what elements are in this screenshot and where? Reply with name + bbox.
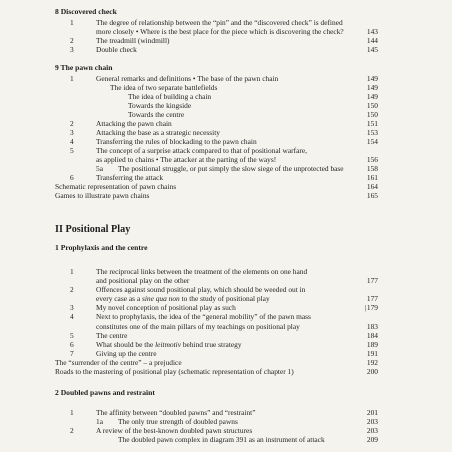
page-number: 203 (366, 417, 378, 426)
entry-text: behind true strategy (181, 340, 242, 349)
section-title-pawn-chain: 9 The pawn chain (55, 63, 113, 72)
page-number: 201 (366, 408, 378, 417)
entry-number: 1 (70, 408, 74, 417)
entry-number: 7 (70, 349, 74, 358)
page-number: 165 (366, 191, 378, 200)
chapter-title-doubled-pawns: 2 Doubled pawns and restraint (55, 388, 155, 397)
entry-title: The doubled pawn complex in diagram 391 as an instrument of attack (118, 435, 325, 444)
page-number: 192 (366, 358, 378, 367)
page-number: 183 (366, 322, 378, 331)
entry-title: The only true strength of doubled pawns (118, 417, 238, 426)
entry-title: Schematic representation of pawn chains (55, 182, 177, 191)
entry-number: 5a (96, 164, 103, 173)
entry-title: Attacking the pawn chain (96, 119, 172, 128)
entry-title: The concept of a surprise attack compared to that of positional warfare, (96, 146, 307, 155)
toc-entry (0, 191, 452, 201)
entry-number: 1 (70, 18, 74, 27)
page-number: 158 (366, 164, 378, 173)
entry-number: 2 (70, 119, 74, 128)
entry-number: 1 (70, 74, 74, 83)
entry-number: 6 (70, 173, 74, 182)
entry-title: Giving up the centre (96, 349, 157, 358)
page-number: 189 (366, 340, 378, 349)
latin-phrase: sine qua non (141, 294, 180, 303)
entry-number: 3 (70, 303, 74, 312)
entry-number: 2 (70, 36, 74, 45)
entry-title: A review of the best-known doubled pawn structures (96, 426, 253, 435)
entry-number: 5 (70, 146, 74, 155)
entry-number: 2 (70, 285, 74, 294)
entry-title: The degree of relationship between the “pin” and the “discovered check” is defined (96, 18, 343, 27)
entry-number: 3 (70, 45, 74, 54)
entry-title: Double check (96, 45, 137, 54)
entry-title: Offences against sound positional play, which should be weeded out in (96, 285, 306, 294)
toc-entry (0, 45, 452, 55)
page-number: 161 (366, 173, 378, 182)
entry-title: more closely • Where is the best place for the piece which is discovering the check? (96, 27, 344, 36)
chapter-title-prophylaxis: 1 Prophylaxis and the centre (55, 243, 148, 252)
entry-number: 1a (96, 417, 103, 426)
entry-title: Attacking the base as a strategic necessity (96, 128, 220, 137)
page-number: 149 (366, 83, 378, 92)
entry-title: The reciprocal links between the treatment of the elements on one hand (96, 267, 308, 276)
entry-title: The positional struggle, or put simply the slow siege of the unprotected base (118, 164, 344, 173)
toc-entry (0, 312, 452, 322)
entry-title: Towards the centre (128, 110, 185, 119)
page-number: 151 (366, 119, 378, 128)
entry-title: The idea of two separate battlefields (110, 83, 218, 92)
page-number: 156 (366, 155, 378, 164)
page-number: 177 (366, 294, 378, 303)
part-title: II Positional Play (55, 224, 131, 235)
page-number: 203 (366, 426, 378, 435)
entry-title: The treadmill (windmill) (96, 36, 170, 45)
page-number: 184 (366, 331, 378, 340)
entry-text: What should be the (96, 340, 156, 349)
margin-mark: | (365, 303, 367, 312)
page-number: 154 (366, 137, 378, 146)
entry-title: Transferring the rules of blockading to the pawn chain (96, 137, 257, 146)
entry-title: The centre (96, 331, 128, 340)
entry-title: as applied to chains • The attacker at the parting of the ways! (96, 155, 277, 164)
page-number: 209 (366, 435, 378, 444)
page-number: 143 (366, 27, 378, 36)
page-number: 200 (366, 367, 378, 376)
entry-title: The “surrender of the centre” – a prejudice (55, 358, 182, 367)
page-number: 164 (366, 182, 378, 191)
entry-title: Games to illustrate pawn chains (55, 191, 150, 200)
entry-text: to the study of positional play (179, 294, 270, 303)
page-number: 179 (366, 303, 378, 312)
latin-phrase: leitmotiv (155, 340, 181, 349)
entry-number: 2 (70, 426, 74, 435)
entry-number: 6 (70, 340, 74, 349)
entry-title: and positional play on the other (96, 276, 190, 285)
page-number: 144 (366, 36, 378, 45)
entry-title: The idea of building a chain (128, 92, 212, 101)
entry-number: 3 (70, 128, 74, 137)
entry-number: 1 (70, 267, 74, 276)
entry-number: 4 (70, 312, 74, 321)
page-number: 149 (366, 74, 378, 83)
toc-entry (0, 367, 452, 377)
entry-text: every case as a (96, 294, 142, 303)
entry-title: Next to prophylaxis, the idea of the “general mobility” of the pawn mass (96, 312, 311, 321)
entry-number: 5 (70, 331, 74, 340)
page-number: 150 (366, 110, 378, 119)
section-title-discovered-check: 8 Discovered check (55, 7, 117, 16)
page-number: 149 (366, 92, 378, 101)
toc-entry (0, 435, 452, 445)
page-number: 191 (366, 349, 378, 358)
page-number: 150 (366, 101, 378, 110)
entry-title: The affinity between “doubled pawns” and “restraint” (96, 408, 256, 417)
page-number: 177 (366, 276, 378, 285)
page-number: 153 (366, 128, 378, 137)
entry-title: Transferring the attack (96, 173, 164, 182)
entry-number: 4 (70, 137, 74, 146)
page-number: 145 (366, 45, 378, 54)
entry-title: Towards the kingside (128, 101, 192, 110)
entry-title: General remarks and definitions • The base of the pawn chain (96, 74, 279, 83)
entry-title: Roads to the mastering of positional play (schematic representation of chapter 1) (55, 367, 294, 376)
entry-title: constitutes one of the main pillars of my teachings on positional play (96, 322, 300, 331)
entry-title: My novel conception of positional play as such (96, 303, 236, 312)
